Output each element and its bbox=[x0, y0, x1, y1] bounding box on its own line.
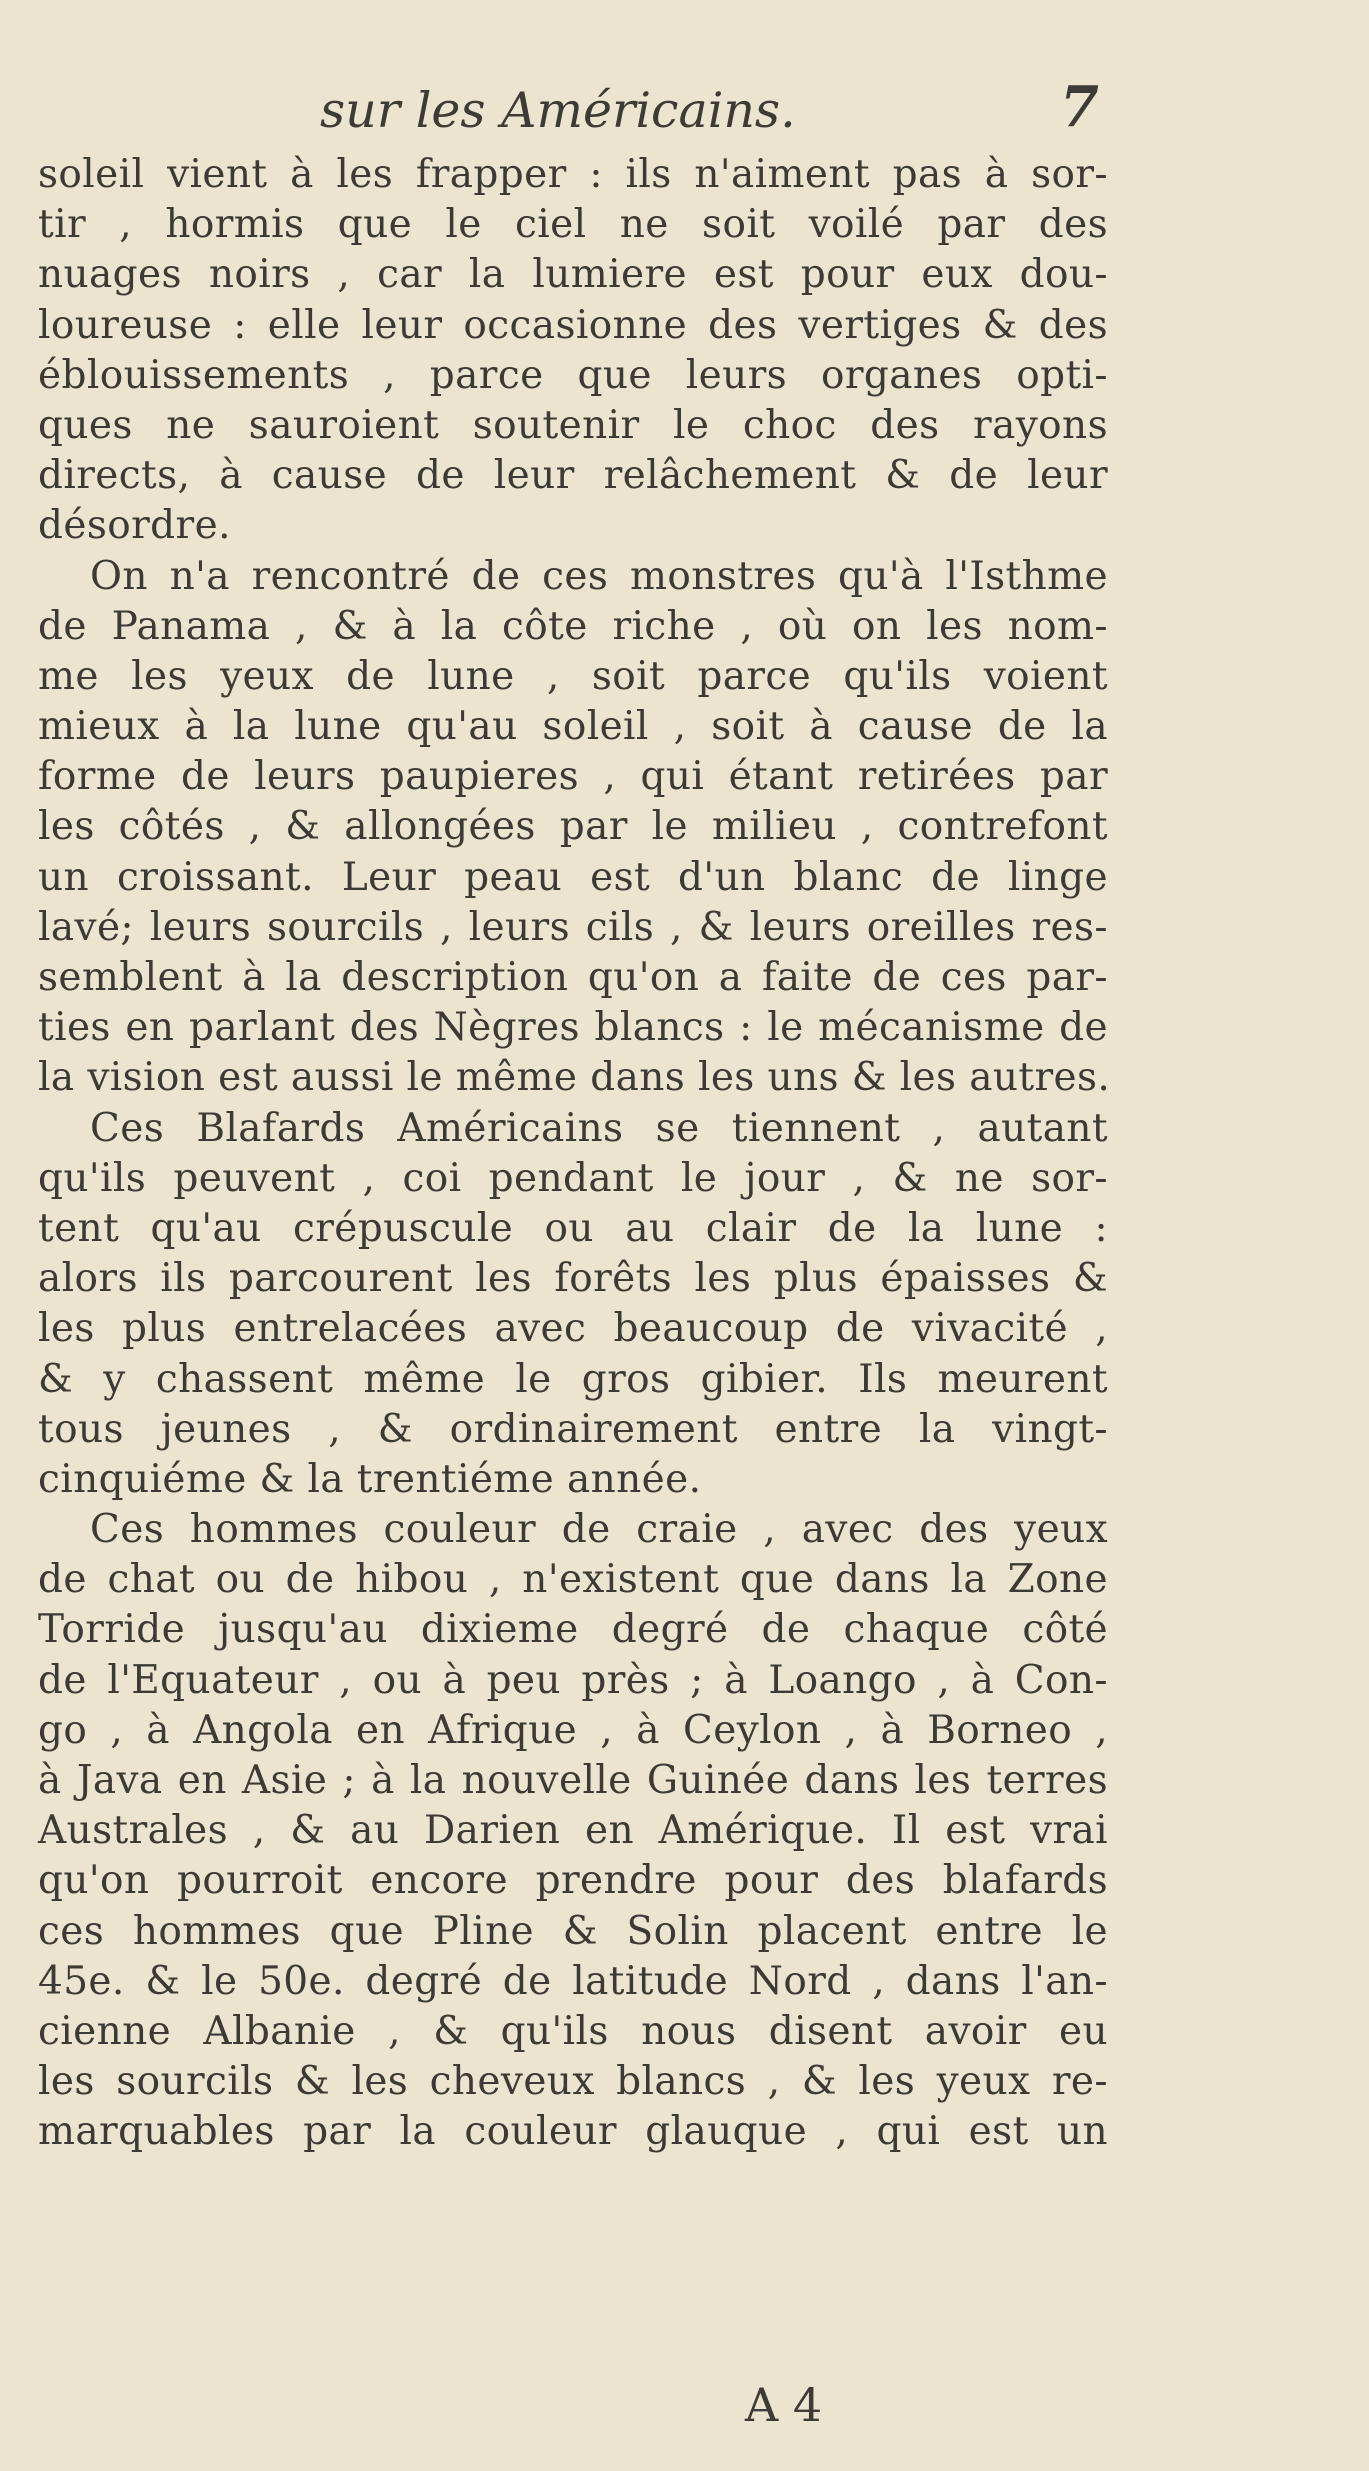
body-text bbox=[38, 150, 1111, 2158]
text-line: directs, à cause de leur relâchement & de leur bbox=[38, 453, 1108, 499]
text-line: forme de leurs paupieres , qui étant retirées par bbox=[38, 754, 1108, 800]
text-line: les sourcils & les cheveux blancs , & les yeux re- bbox=[38, 2059, 1108, 2105]
page-header bbox=[0, 74, 1369, 152]
text-line: tent qu'au crépuscule ou au clair de la lune : bbox=[38, 1205, 1108, 1251]
running-head: sur les Américains. bbox=[320, 82, 796, 139]
text-line: cienne Albanie , & qu'ils nous disent avoir eu bbox=[38, 2008, 1108, 2054]
text-line: & y chassent même le gros gibier. Ils meurent bbox=[38, 1356, 1108, 1402]
text-line: mieux à la lune qu'au soleil , soit à cause de la bbox=[38, 704, 1108, 750]
text-line: cinquiéme & la trentiéme année. bbox=[38, 1456, 702, 1502]
text-line: marquables par la couleur glauque , qui est un bbox=[38, 2109, 1108, 2155]
text-line: qu'on pourroit encore prendre pour des blafards bbox=[38, 1858, 1108, 1904]
text-line: 45e. & le 50e. degré de latitude Nord , dans l'an- bbox=[38, 1958, 1108, 2004]
text-line: qu'ils peuvent , coi pendant le jour , & ne sor- bbox=[38, 1155, 1108, 1201]
text-line: tous jeunes , & ordinairement entre la vingt- bbox=[38, 1406, 1108, 1452]
paragraph-first-line: Ces hommes couleur de craie , avec des yeux bbox=[90, 1507, 1108, 1553]
signature-mark: A 4 bbox=[745, 2378, 823, 2432]
text-line: la vision est aussi le même dans les uns & les autres. bbox=[38, 1055, 1111, 1101]
text-line: les plus entrelacées avec beaucoup de vivacité , bbox=[38, 1306, 1108, 1352]
text-line: les côtés , & allongées par le milieu , contrefont bbox=[38, 804, 1108, 850]
text-line: désordre. bbox=[38, 503, 231, 549]
text-line: alors ils parcourent les forêts les plus épaisses & bbox=[38, 1256, 1108, 1302]
text-line: de chat ou de hibou , n'existent que dans la Zone bbox=[38, 1557, 1108, 1603]
text-line: éblouissements , parce que leurs organes opti- bbox=[38, 352, 1108, 398]
text-line: Australes , & au Darien en Amérique. Il est vrai bbox=[38, 1808, 1108, 1854]
page-number: 7 bbox=[1060, 74, 1099, 140]
text-line: Torride jusqu'au dixieme degré de chaque côté bbox=[38, 1607, 1108, 1653]
text-line: ces hommes que Pline & Solin placent entre le bbox=[38, 1908, 1108, 1954]
text-line: soleil vient à les frapper : ils n'aiment pas à sor- bbox=[38, 152, 1108, 197]
text-line: lavé; leurs sourcils , leurs cils , & leurs oreilles res- bbox=[38, 904, 1108, 950]
text-line: de l'Equateur , ou à peu près ; à Loango , à Con- bbox=[38, 1657, 1108, 1703]
text-line: ques ne sauroient soutenir le choc des rayons bbox=[38, 402, 1108, 448]
text-line: un croissant. Leur peau est d'un blanc de linge bbox=[38, 854, 1108, 900]
text-line: de Panama , & à la côte riche , où on les nom- bbox=[38, 603, 1108, 649]
text-line: me les yeux de lune , soit parce qu'ils voient bbox=[38, 653, 1108, 699]
text-line: go , à Angola en Afrique , à Ceylon , à Borneo , bbox=[38, 1707, 1108, 1753]
text-line: nuages noirs , car la lumiere est pour eux dou- bbox=[38, 252, 1108, 298]
text-line: semblent à la description qu'on a faite de ces par- bbox=[38, 955, 1108, 1000]
paragraph-first-line: On n'a rencontré de ces monstres qu'à l'Isthme bbox=[90, 553, 1108, 599]
paragraph-first-line: Ces Blafards Américains se tiennent , autant bbox=[90, 1105, 1108, 1151]
text-line: loureuse : elle leur occasionne des vertiges & des bbox=[38, 302, 1108, 348]
text-line: ties en parlant des Nègres blancs : le mécanisme de bbox=[38, 1005, 1108, 1051]
text-line: tir , hormis que le ciel ne soit voilé par des bbox=[38, 202, 1108, 248]
text-line: à Java en Asie ; à la nouvelle Guinée dans les terres bbox=[38, 1758, 1108, 1803]
